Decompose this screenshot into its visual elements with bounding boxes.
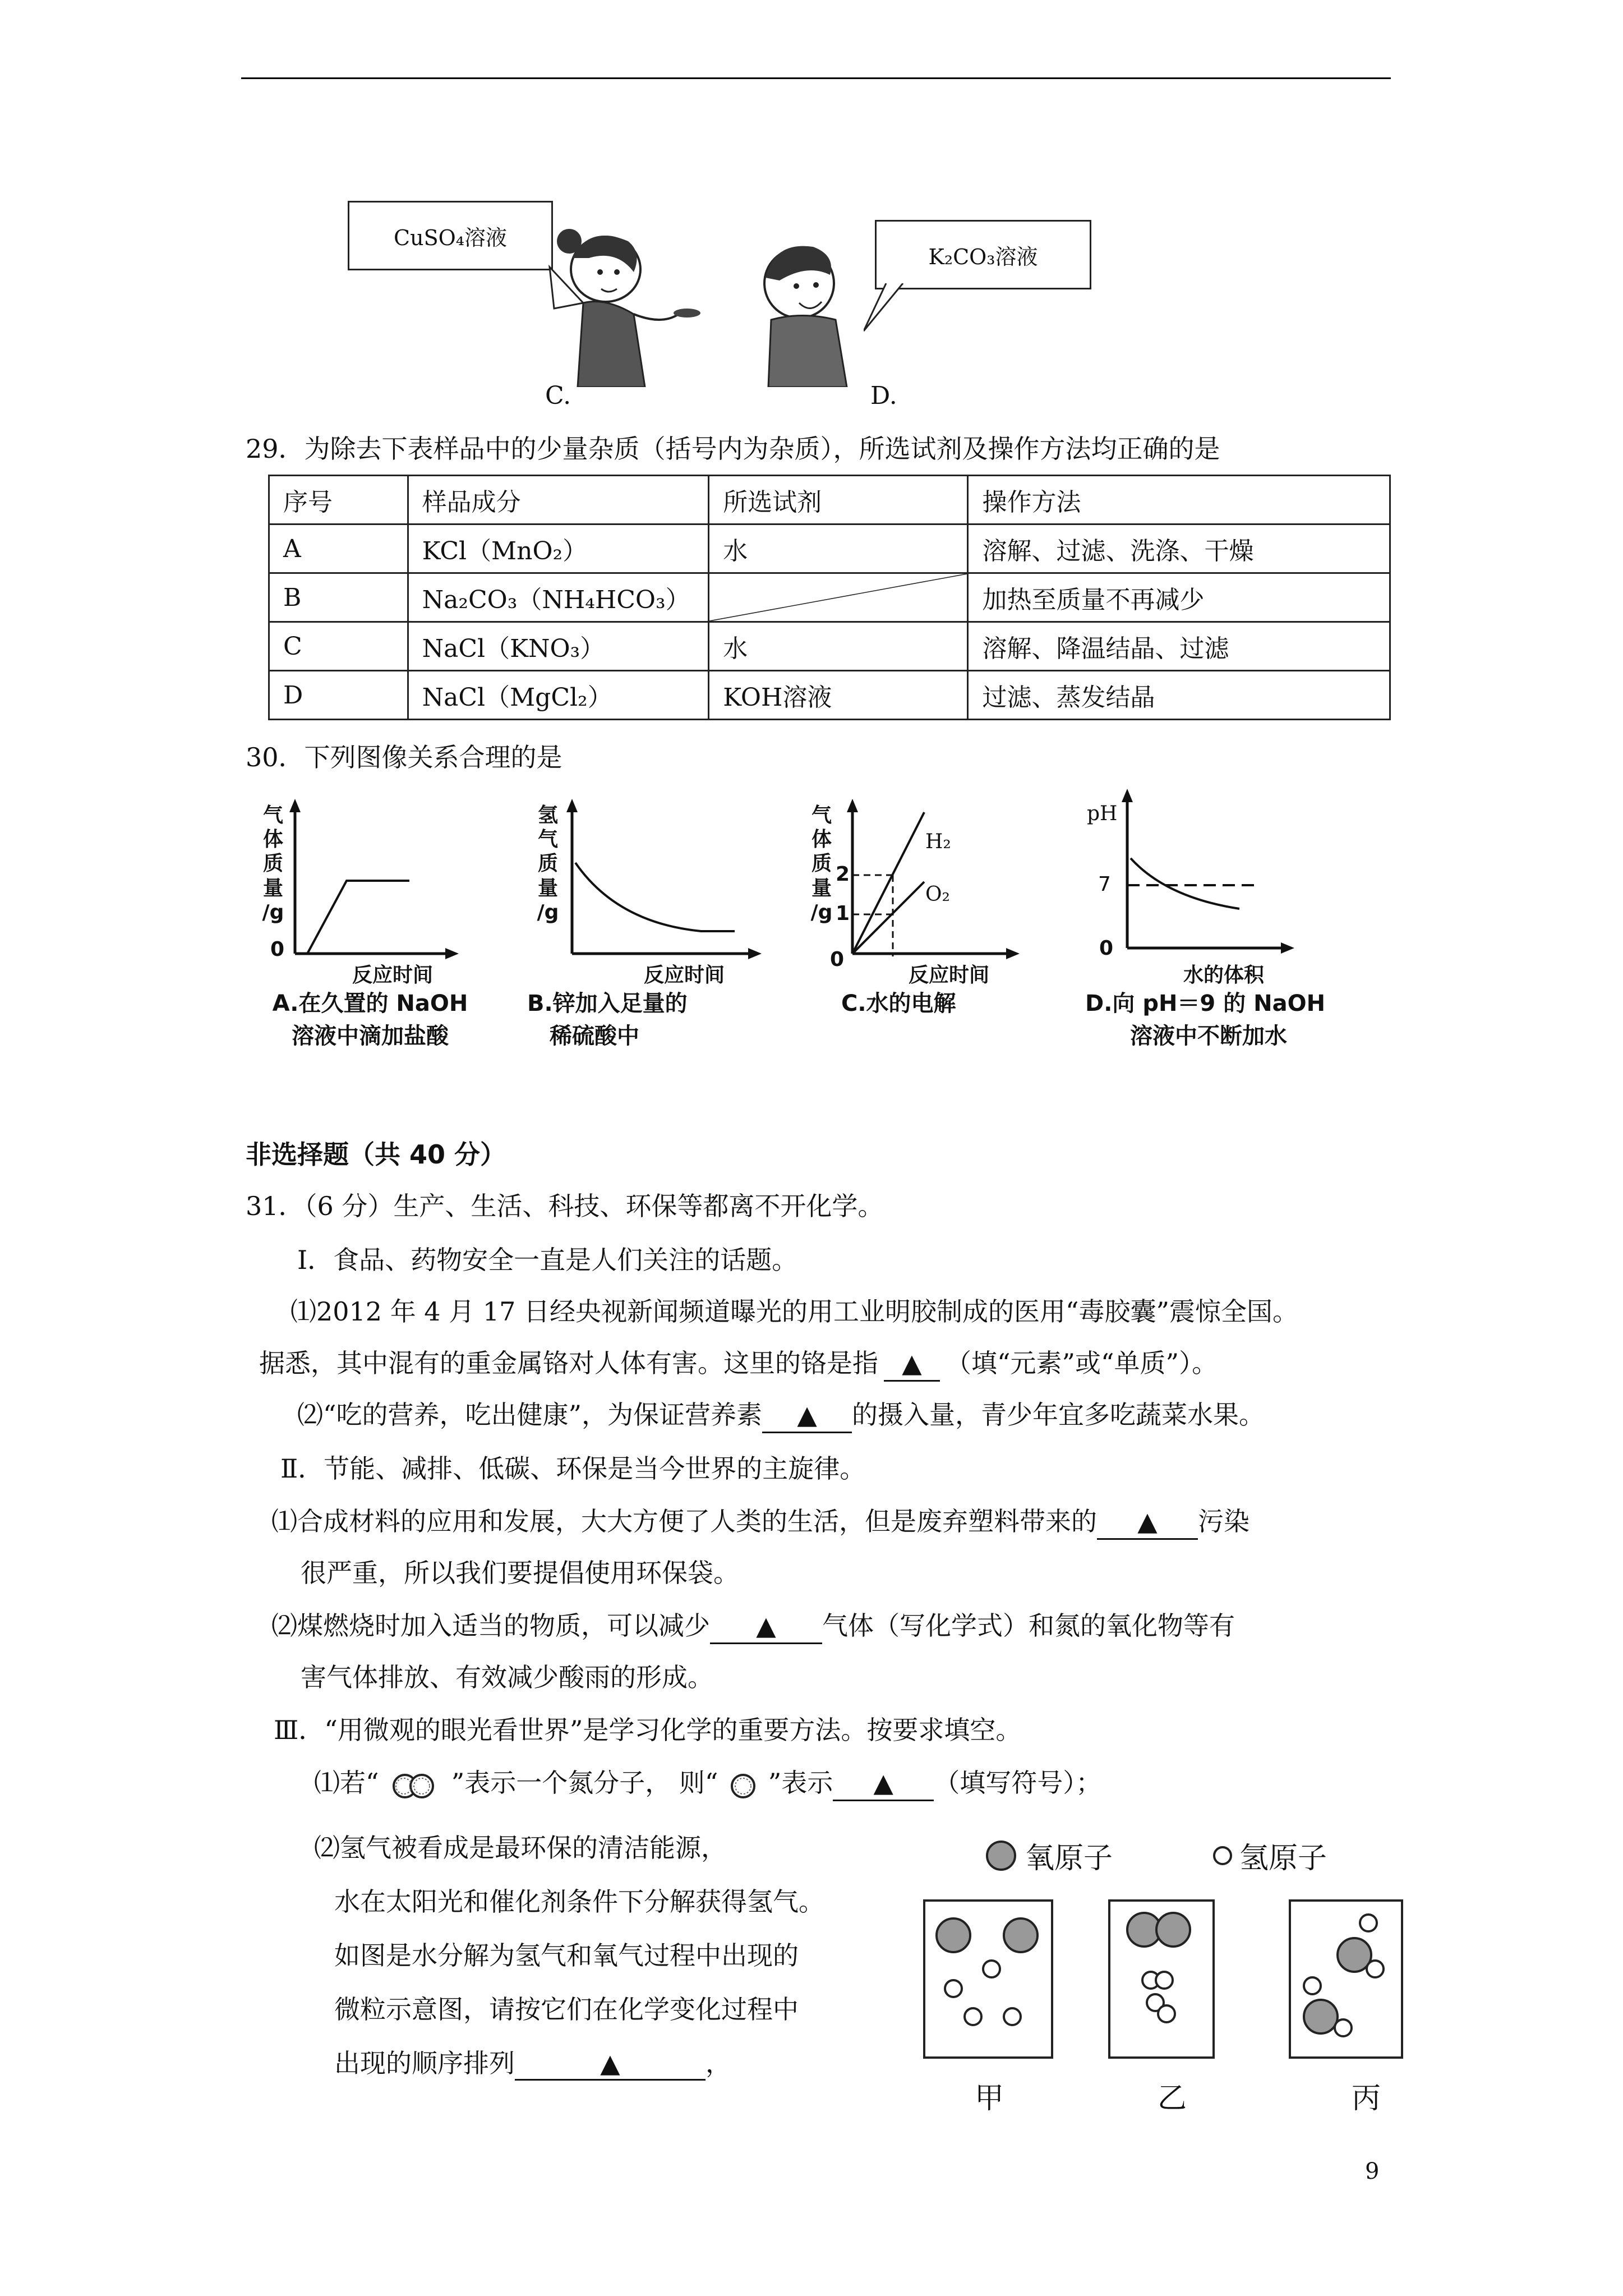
chart-b-caption — [527, 987, 723, 1052]
table-cell: 溶解、降温结晶、过滤 — [968, 622, 1390, 671]
text-line: 水在太阳光和催化剂条件下分解获得氢气。 — [334, 1887, 824, 1917]
o2-line — [852, 882, 924, 954]
q31-p3-2-block — [314, 1821, 824, 2090]
text: ⑴若“ — [314, 1768, 379, 1798]
header-cell: 操作方法 — [968, 476, 1390, 524]
hydrogen-atom-icon — [1211, 1844, 1234, 1867]
nitrogen-atom-icon — [726, 1769, 760, 1801]
chart-c-xlabel: 反应时间 — [909, 964, 990, 987]
ylabel-char: 氢 — [537, 804, 558, 827]
text: ⑵“吃的营养，吃出健康”，为保证营养素 — [297, 1400, 763, 1430]
text: 的摄入量，青少年宜多吃蔬菜水果。 — [852, 1400, 1265, 1430]
legend-hydrogen — [1211, 1834, 1327, 1876]
q31-p2-1b: 很严重，所以我们要提倡使用环保袋。 — [301, 1558, 739, 1588]
chart-c-series-o2: O₂ — [925, 883, 950, 906]
table-cell: NaCl（MgCl₂） — [408, 671, 709, 720]
cartoon-girl — [538, 219, 723, 387]
q29-stem: 29．为除去下表样品中的少量杂质（括号内为杂质），所选试剂及操作方法均正确的是 — [246, 434, 1220, 464]
chart-c-series-h2: H₂ — [925, 830, 951, 853]
q31-part2: Ⅱ．节能、减排、低碳、环保是当今世界的主旋律。 — [280, 1453, 866, 1484]
table-cell: C — [269, 622, 408, 671]
chart-a-origin: 0 — [270, 938, 285, 961]
answer-blank[interactable] — [762, 1399, 852, 1433]
ylabel-char: 质 — [262, 852, 283, 876]
text-line: ⑵氢气被看成是最环保的清洁能源， — [314, 1833, 727, 1863]
q31-part3: Ⅲ．“用微观的眼光看世界”是学习化学的重要方法。按要求填空。 — [274, 1715, 1022, 1745]
header-cell: 序号 — [269, 476, 408, 524]
chart-d-origin: 0 — [1099, 937, 1114, 960]
answer-mark: ▲ — [600, 2048, 620, 2078]
chart-c-caption — [841, 987, 987, 1020]
table-cell: NaCl（KNO₃） — [408, 622, 709, 671]
text: ”表示 — [768, 1768, 833, 1798]
caption-line: C.水的电解 — [841, 991, 956, 1016]
speech-bubble-d — [875, 220, 1091, 289]
page-number: 9 — [1365, 2159, 1380, 2184]
nitrogen-molecule-icon — [387, 1769, 443, 1801]
box-yi — [1109, 1901, 1214, 2058]
chart-d-xlabel: 水的体积 — [1183, 964, 1265, 987]
chart-c-tick1: 1 — [836, 902, 850, 925]
chart-b-ylabel — [534, 803, 562, 924]
chart-d — [1116, 785, 1295, 959]
header-cell: 所选试剂 — [709, 476, 968, 524]
ylabel-char: 量 — [811, 876, 832, 900]
answer-mark: ▲ — [902, 1348, 922, 1378]
answer-blank[interactable] — [710, 1610, 822, 1644]
chart-b-curve — [575, 863, 735, 931]
table-cell-diagonal — [709, 573, 968, 622]
q31-p2-2b: 害气体排放、有效减少酸雨的形成。 — [301, 1662, 713, 1692]
q30-stem: 30．下列图像关系合理的是 — [246, 742, 562, 772]
q31-p1-1a: ⑴2012 年 4 月 17 日经央视新闻频道曝光的用工业明胶制成的医用“毒胶囊”震惊全国。 — [291, 1296, 1299, 1327]
text: 气体（写化学式）和氮的氧化物等有 — [822, 1611, 1235, 1641]
table-cell: 水 — [709, 524, 968, 573]
text: （填写符号）； — [934, 1768, 1102, 1798]
text: ， — [706, 2048, 731, 2078]
chart-c-ylabel — [808, 803, 836, 924]
table-cell: 过滤、蒸发结晶 — [968, 671, 1390, 720]
table-row — [269, 573, 1390, 622]
q31-part1: Ⅰ．食品、药物安全一直是人们关注的话题。 — [297, 1245, 798, 1275]
text: ”表示一个氮分子， 则“ — [451, 1768, 718, 1798]
answer-blank[interactable] — [833, 1767, 934, 1801]
option-c-label: C. — [545, 381, 571, 410]
answer-mark: ▲ — [756, 1611, 776, 1641]
table-header-row — [269, 476, 1390, 524]
table-cell: B — [269, 573, 408, 622]
ylabel-char: 质 — [537, 852, 558, 876]
ylabel-char: 体 — [262, 828, 283, 852]
chart-c-tick2: 2 — [836, 863, 850, 886]
legend-text: 氢原子 — [1239, 1842, 1327, 1875]
caption-line: A.在久置的 NaOH — [272, 991, 468, 1016]
chart-c — [841, 797, 1021, 965]
table-cell: KCl（MnO₂） — [408, 524, 709, 573]
answer-blank[interactable] — [1097, 1506, 1198, 1540]
legend-text: 氧原子 — [1025, 1842, 1113, 1875]
ylabel-char: 量 — [537, 876, 558, 900]
table-cell: A — [269, 524, 408, 573]
ylabel-char: /g — [810, 900, 833, 924]
ylabel-char: 体 — [811, 828, 832, 852]
text: ⑵煤燃烧时加入适当的物质，可以减少 — [271, 1611, 710, 1641]
chart-d-caption — [1085, 987, 1343, 1052]
ylabel-char: 质 — [811, 852, 832, 876]
chart-d-ylabel: pH — [1087, 802, 1118, 825]
ylabel-char: 量 — [262, 876, 283, 900]
chart-a-caption — [247, 987, 494, 1052]
option-d-label: D. — [870, 381, 897, 410]
text-line — [314, 2036, 824, 2090]
table-cell: 水 — [709, 622, 968, 671]
header-rule — [241, 77, 1391, 79]
answer-blank[interactable] — [884, 1347, 940, 1382]
caption-line: B.锌加入足量的 — [527, 991, 688, 1016]
caption-line: 溶液中不断加水 — [1130, 1023, 1287, 1049]
answer-blank[interactable] — [515, 2048, 706, 2081]
chart-a — [280, 797, 460, 965]
chart-b — [561, 797, 763, 965]
box-bing — [1290, 1901, 1402, 2058]
q31-p2-1 — [271, 1506, 1249, 1540]
text: （填“元素”或“单质”）。 — [946, 1348, 1218, 1378]
table-cell: 溶解、过滤、洗涤、干燥 — [968, 524, 1390, 573]
section-heading: 非选择题（共 40 分） — [246, 1139, 506, 1170]
chart-c-origin: 0 — [830, 948, 845, 971]
table-cell: Na₂CO₃（NH₄HCO₃） — [408, 573, 709, 622]
chart-b-xlabel: 反应时间 — [644, 964, 725, 987]
table-row — [269, 671, 1390, 720]
text: 据悉，其中混有的重金属铬对人体有害。这里的铬是指 — [259, 1348, 878, 1378]
table-row — [269, 524, 1390, 573]
q31-stem: 31．（6 分）生产、生活、科技、环保等都离不开化学。 — [246, 1191, 884, 1221]
caption-line: 稀硫酸中 — [550, 1023, 639, 1049]
box-label-jia: 甲 — [975, 2082, 1004, 2115]
q31-p1-2 — [297, 1399, 1265, 1433]
box-jia — [924, 1901, 1052, 2058]
table-row — [269, 622, 1390, 671]
answer-mark: ▲ — [797, 1400, 817, 1430]
chart-d-curve — [1131, 858, 1239, 909]
text: ⑴合成材料的应用和发展，大大方便了人类的生活，但是废弃塑料带来的 — [271, 1506, 1097, 1536]
caption-line: D.向 pH＝9 的 NaOH — [1085, 991, 1326, 1016]
answer-mark: ▲ — [873, 1768, 893, 1798]
ylabel-char: 气 — [811, 804, 832, 827]
text: 污染 — [1198, 1506, 1249, 1536]
text-line: 如图是水分解为氢气和氧气过程中出现的 — [334, 1940, 799, 1971]
diagonal-strike — [709, 574, 967, 621]
text-line: 微粒示意图，请按它们在化学变化过程中 — [334, 1994, 799, 2024]
chart-a-xlabel: 反应时间 — [352, 964, 434, 987]
table-cell: D — [269, 671, 408, 720]
text: 出现的顺序排列 — [334, 2048, 515, 2078]
box-label-yi: 乙 — [1158, 2082, 1187, 2115]
molecule-diagram — [920, 1896, 1424, 2064]
bubble-c-text: CuSO₄溶液 — [394, 225, 507, 250]
caption-line: 溶液中滴加盐酸 — [292, 1023, 449, 1049]
table-cell: KOH溶液 — [709, 671, 968, 720]
answer-mark: ▲ — [1137, 1506, 1158, 1536]
q29-table — [268, 475, 1391, 720]
q31-p2-2 — [271, 1610, 1235, 1644]
table-cell: 加热至质量不再减少 — [968, 573, 1390, 622]
cartoon-boy — [746, 236, 886, 387]
oxygen-atom-icon — [985, 1839, 1017, 1872]
h2-line — [852, 812, 924, 954]
speech-bubble-c — [348, 201, 553, 270]
header-cell: 样品成分 — [408, 476, 709, 524]
ylabel-char: 气 — [537, 828, 558, 852]
chart-a-curve — [307, 881, 409, 954]
ylabel-char: /g — [262, 900, 284, 924]
q31-p1-1b — [259, 1347, 1218, 1382]
q31-p3-1 — [314, 1767, 1101, 1801]
legend-oxygen — [985, 1834, 1113, 1876]
chart-d-tick7: 7 — [1098, 873, 1111, 896]
bubble-d-text: K₂CO₃溶液 — [928, 244, 1038, 269]
ylabel-char: 气 — [262, 804, 283, 827]
box-label-bing: 丙 — [1352, 2082, 1381, 2115]
ylabel-char: /g — [537, 900, 559, 924]
